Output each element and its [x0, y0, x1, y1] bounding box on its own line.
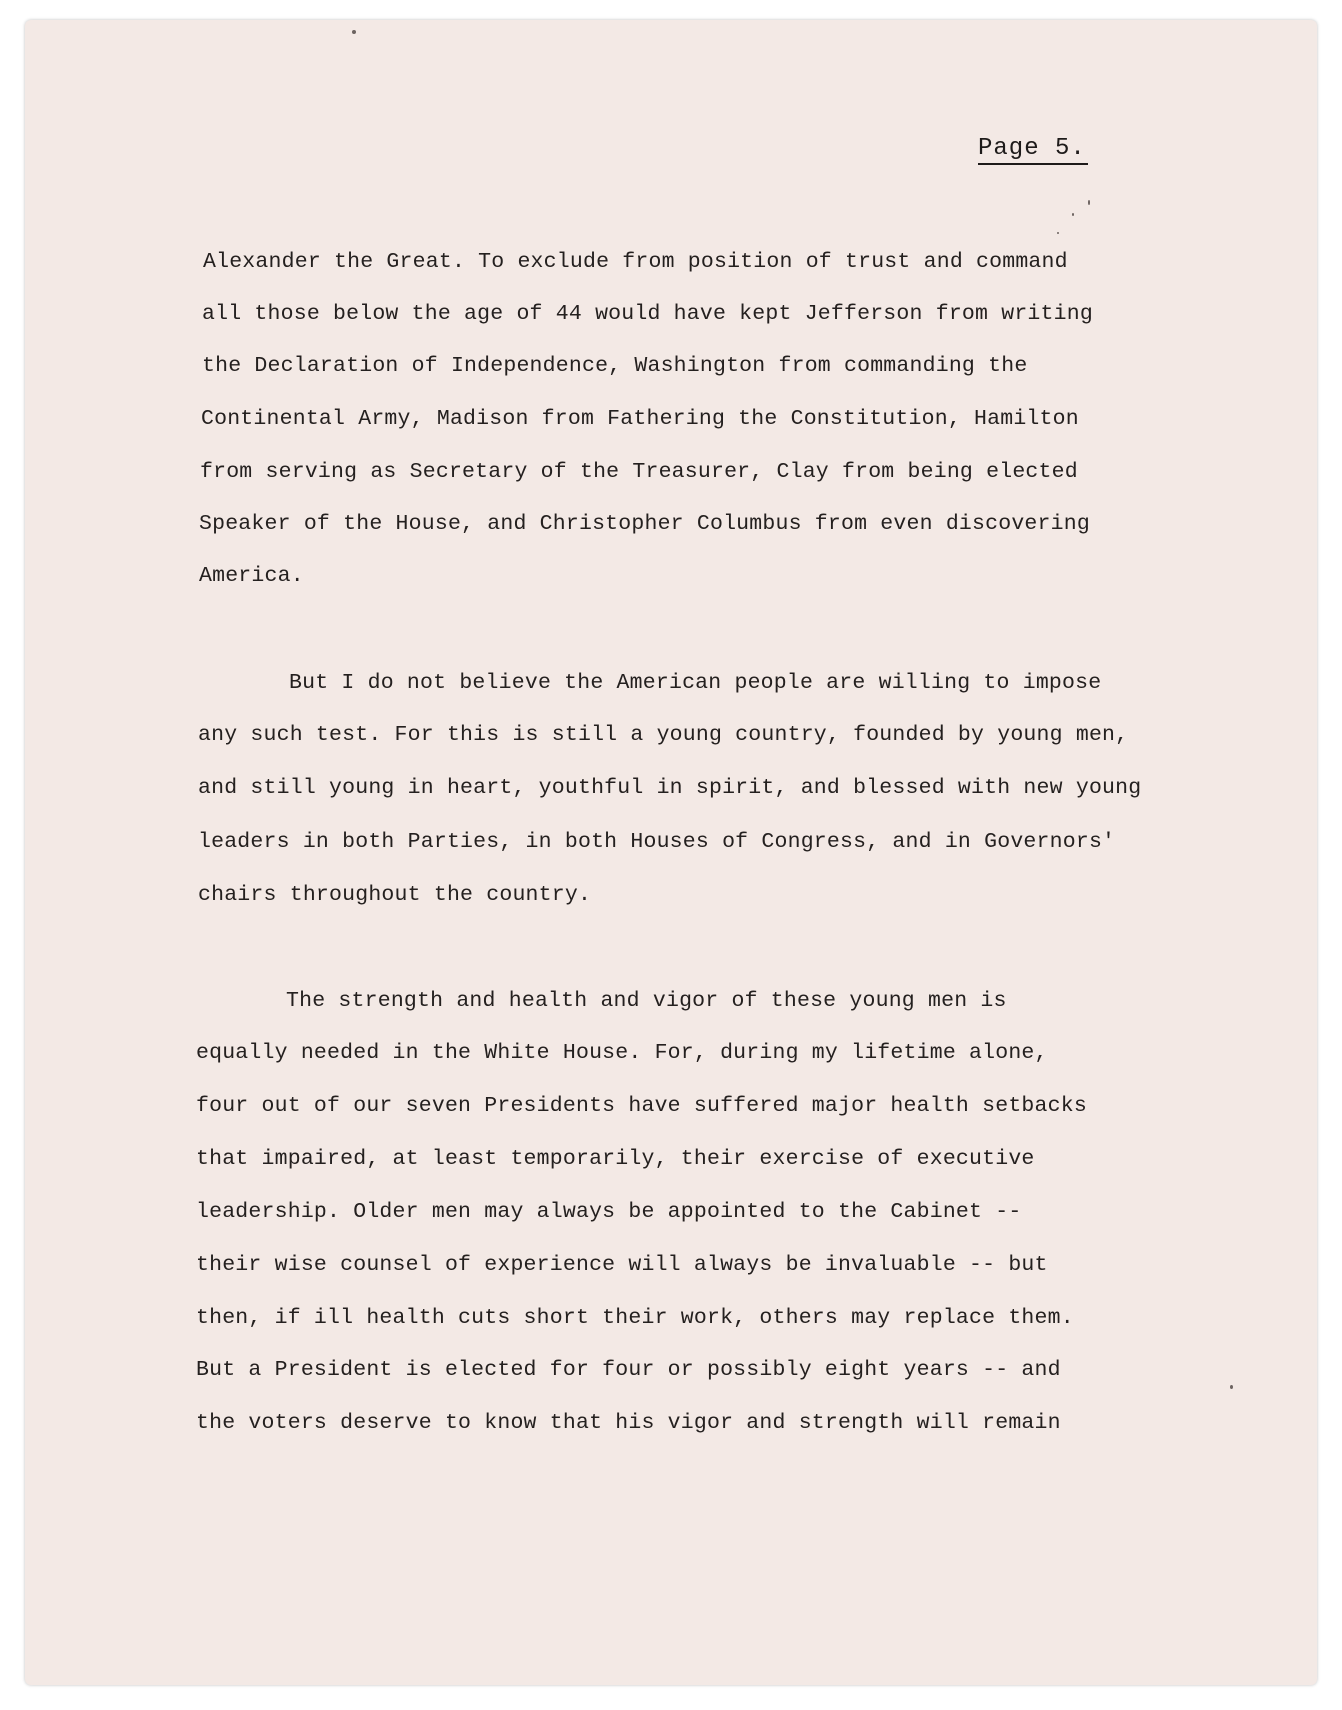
paragraph-3-line: their wise counsel of experience will always be invaluable -- but: [196, 1253, 1048, 1277]
paragraph-1-line: Speaker of the House, and Christopher Columbus from even discovering: [199, 512, 1090, 536]
paragraph-3-line: four out of our seven Presidents have suffered major health setbacks: [196, 1094, 1087, 1118]
paper-speck: [1072, 213, 1074, 216]
paragraph-1-line: from serving as Secretary of the Treasurer, Clay from being elected: [200, 460, 1078, 484]
paper-speck: [1230, 1385, 1233, 1389]
paragraph-3-line: then, if ill health cuts short their work, others may replace them.: [196, 1306, 1074, 1330]
paragraph-3-line: equally needed in the White House. For, during my lifetime alone,: [196, 1041, 1048, 1065]
paragraph-3-line: the voters deserve to know that his vigor and strength will remain: [196, 1411, 1061, 1435]
paragraph-3-line: But a President is elected for four or possibly eight years -- and: [196, 1358, 1061, 1382]
paper-speck: [1057, 232, 1059, 234]
paragraph-3-line: The strength and health and vigor of these young men is: [286, 989, 1007, 1013]
paragraph-1-line: all those below the age of 44 would have kept Jefferson from writing: [202, 302, 1093, 326]
paragraph-2-line: But I do not believe the American people are willing to impose: [289, 671, 1102, 695]
paper-speck: [1088, 200, 1090, 205]
paragraph-1-line: Alexander the Great. To exclude from position of trust and command: [203, 250, 1068, 274]
paragraph-3-line: that impaired, at least temporarily, their exercise of executive: [196, 1147, 1035, 1171]
paragraph-1-line: America.: [199, 564, 304, 588]
paper-speck: [352, 30, 356, 34]
paragraph-2-line: leaders in both Parties, in both Houses of Congress, and in Governors': [198, 830, 1116, 854]
paragraph-3-line: leadership. Older men may always be appointed to the Cabinet --: [196, 1200, 1022, 1224]
paragraph-2-line: chairs throughout the country.: [198, 883, 592, 907]
paragraph-2-line: and still young in heart, youthful in spirit, and blessed with new young: [198, 776, 1142, 800]
paragraph-1-line: Continental Army, Madison from Fathering the Constitution, Hamilton: [201, 407, 1079, 431]
paragraph-1-line: the Declaration of Independence, Washington from commanding the: [202, 354, 1028, 378]
page-number: Page 5.: [978, 135, 1088, 165]
paragraph-2-line: any such test. For this is still a young country, founded by young men,: [198, 723, 1129, 747]
